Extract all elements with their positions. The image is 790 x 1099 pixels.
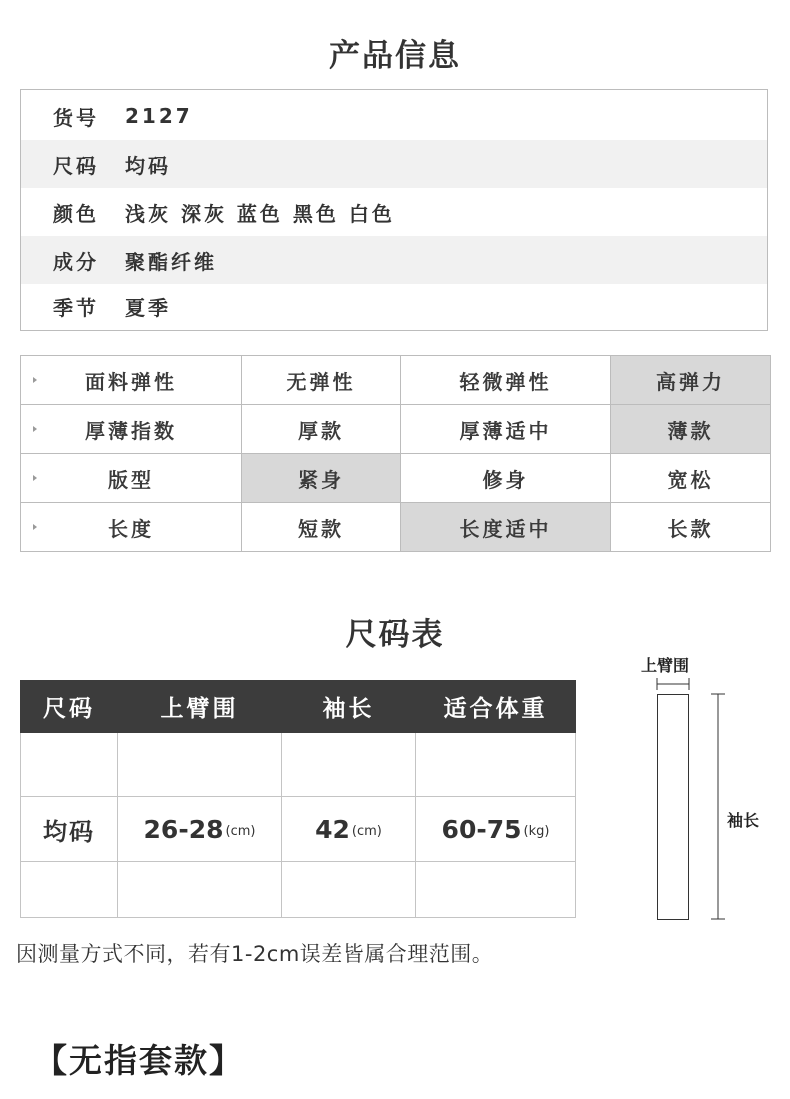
info-row-size	[21, 140, 767, 188]
triangle-bullet-icon	[33, 524, 37, 530]
attr-name: 面料弹性	[85, 369, 177, 394]
attr-row-elasticity	[21, 356, 771, 405]
size-chart-title: 尺码表	[345, 617, 445, 653]
empty-cell	[416, 862, 576, 918]
attr-option-selected: 长度适中	[401, 503, 611, 552]
header-sleeve: 袖长	[282, 681, 416, 733]
empty-cell	[118, 862, 282, 918]
info-label: 尺码	[53, 153, 99, 178]
diagram-arm-label: 上臂围	[641, 656, 690, 675]
attr-name: 长度	[108, 516, 154, 541]
product-info-box	[20, 89, 768, 331]
empty-cell	[21, 862, 118, 918]
attr-option-selected: 高弹力	[611, 356, 771, 405]
sleeve-cell	[282, 797, 416, 862]
product-info-title: 产品信息	[329, 38, 461, 74]
weight-cell	[416, 797, 576, 862]
table-row-empty	[21, 862, 576, 918]
attribute-grid	[20, 355, 771, 552]
attr-name-cell	[21, 454, 242, 503]
info-label: 季节	[53, 295, 99, 320]
header-size: 尺码	[21, 681, 118, 733]
empty-cell	[118, 733, 282, 797]
size-cell: 均码	[21, 797, 118, 862]
attr-option-selected: 薄款	[611, 405, 771, 454]
empty-cell	[282, 862, 416, 918]
attr-option: 厚款	[242, 405, 401, 454]
table-row-empty	[21, 733, 576, 797]
attr-name-cell	[21, 503, 242, 552]
attr-option: 轻微弹性	[401, 356, 611, 405]
attr-option: 宽松	[611, 454, 771, 503]
info-value: 夏季	[125, 295, 171, 320]
header-weight: 适合体重	[416, 681, 576, 733]
attr-option: 无弹性	[242, 356, 401, 405]
empty-cell	[282, 733, 416, 797]
attr-name: 版型	[108, 467, 154, 492]
size-table-header	[21, 681, 576, 733]
triangle-bullet-icon	[33, 475, 37, 481]
info-row-item-number	[21, 92, 767, 140]
sleeve-outline	[658, 695, 689, 920]
weight-value: 60-75	[441, 814, 522, 844]
arm-cell	[118, 797, 282, 862]
sleeve-diagram	[640, 672, 790, 932]
measurement-note: 因测量方式不同，若有1-2cm误差皆属合理范围。	[16, 942, 494, 966]
sleeve-value: 42	[315, 814, 350, 844]
info-row-color	[21, 188, 767, 236]
arm-value: 26-28	[143, 814, 224, 844]
weight-unit: (kg)	[523, 823, 550, 839]
info-value: 均码	[125, 153, 171, 178]
empty-cell	[21, 733, 118, 797]
style-note: 【无指套款】	[34, 1041, 244, 1080]
empty-cell	[416, 733, 576, 797]
attr-row-fit	[21, 454, 771, 503]
attr-row-thickness	[21, 405, 771, 454]
table-row	[21, 797, 576, 862]
attr-option: 长款	[611, 503, 771, 552]
attr-row-length	[21, 503, 771, 552]
info-label: 成分	[53, 249, 99, 274]
attr-option: 短款	[242, 503, 401, 552]
arm-unit: (cm)	[225, 823, 256, 839]
info-value: 聚酯纤维	[125, 249, 217, 274]
info-value: 浅灰 深灰 蓝色 黑色 白色	[125, 201, 395, 226]
diagram-sleeve-label: 袖长	[727, 811, 760, 830]
attr-option: 修身	[401, 454, 611, 503]
info-value: 2127	[125, 104, 193, 128]
header-arm: 上臂围	[118, 681, 282, 733]
attr-name-cell	[21, 356, 242, 405]
attr-option-selected: 紧身	[242, 454, 401, 503]
triangle-bullet-icon	[33, 426, 37, 432]
info-row-material	[21, 236, 767, 284]
attr-name-cell	[21, 405, 242, 454]
sleeve-unit: (cm)	[351, 823, 382, 839]
attr-name: 厚薄指数	[85, 418, 177, 443]
info-row-season	[21, 282, 767, 330]
triangle-bullet-icon	[33, 377, 37, 383]
size-table	[20, 680, 576, 918]
info-label: 颜色	[53, 201, 99, 226]
info-label: 货号	[53, 105, 99, 130]
attr-option: 厚薄适中	[401, 405, 611, 454]
